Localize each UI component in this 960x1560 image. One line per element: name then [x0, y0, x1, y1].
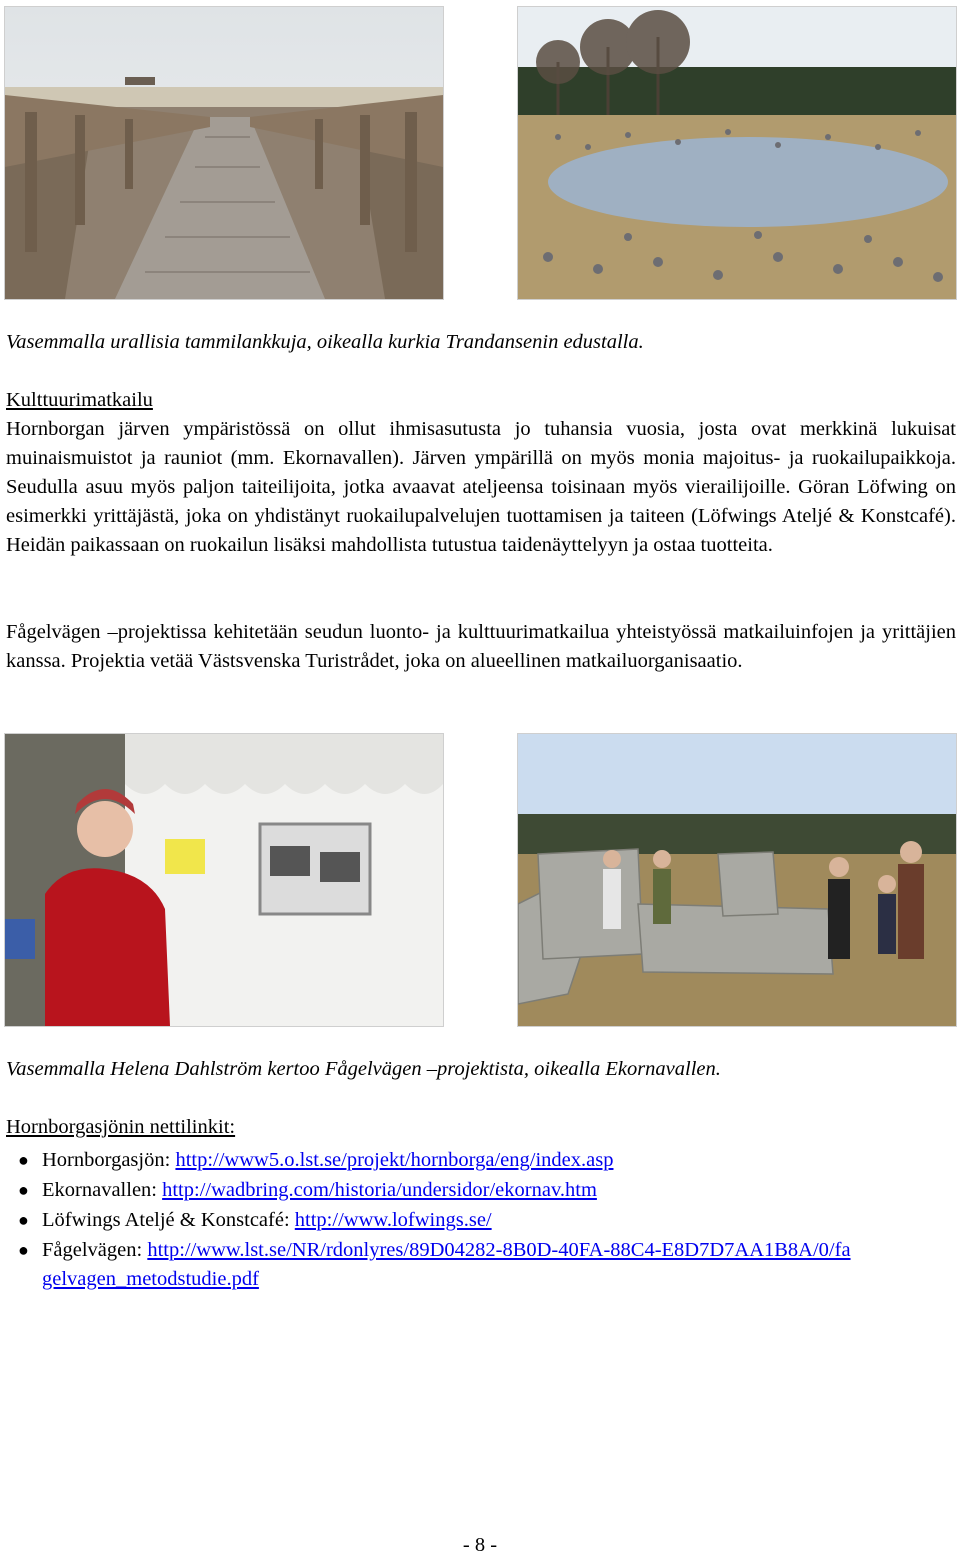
page-number: - 8 -: [462, 1534, 498, 1556]
link-label: Fågelvägen:: [42, 1239, 148, 1261]
bullet-icon: ●: [18, 1240, 29, 1260]
bullet-icon: ●: [18, 1210, 29, 1230]
list-item: [6, 1206, 956, 1235]
bullet-icon: ●: [18, 1180, 29, 1200]
caption-bottom: Vasemmalla Helena Dahlström kertoo Fågelvägen –projektista, oikealla Ekornavallen.: [6, 1058, 721, 1080]
links-list: [6, 1146, 956, 1295]
link-label: Löfwings Ateljé & Konstcafé:: [42, 1209, 295, 1231]
boardwalk-photo: [4, 6, 444, 300]
link-lofwings[interactable]: http://www.lofwings.se/: [294, 1209, 492, 1231]
bullet-icon: ●: [18, 1150, 29, 1170]
link-label: Hornborgasjön:: [42, 1149, 176, 1171]
list-item: [6, 1176, 956, 1205]
cranes-photo: [517, 6, 957, 300]
link-fagelvagen[interactable]: http://www.lst.se/NR/rdonlyres/89D04282-8B0D-40FA-88C4-E8D7D7AA1B8A/0/fagelvagen_metodstudie.pdf: [42, 1239, 851, 1290]
stones-photo: [517, 733, 957, 1027]
section-heading: Kulttuurimatkailu: [6, 389, 153, 411]
presenter-photo: [4, 733, 444, 1027]
list-item: [6, 1236, 852, 1294]
paragraph-fagelvagen: Fågelvägen –projektissa kehitetään seudun luonto- ja kulttuurimatkailua yhteistyössä matkailuinfojen ja yrittäjien kanssa. Projektia vetää Västsvenska Turistrådet, joka on alueellinen matkailuorganisaatio.: [6, 621, 956, 672]
caption-top: Vasemmalla urallisia tammilankkuja, oikealla kurkia Trandansenin edustalla.: [6, 331, 644, 353]
link-ekornavallen[interactable]: http://wadbring.com/historia/undersidor/ekornav.htm: [162, 1179, 597, 1201]
paragraph-culture: Hornborgan järven ympäristössä on ollut ihmisasutusta jo tuhansia vuosia, josta ovat merkkinä lukuisat muinaismuistot ja rauniot (mm. Ekornavallen). Järven ympärillä on myös monia majoitus- ja ruokailupaikkoja. Seudulla asuu myös paljon taiteilijoita, jotka avaavat ateljeensa toisinaan myös vierailijoille. Göran Löfwing on esimerkki yrittäjästä, joka on yhdistänyt ruokailupalvelujen tuottamisen ja taiteen (Löfwings Ateljé & Konstcafé). Heidän paikassaan on ruokailun lisäksi mahdollista tutustua taidenäyttelyyn ja ostaa tuotteita.: [6, 418, 956, 556]
link-label: Ekornavallen:: [42, 1179, 163, 1201]
link-hornborgasjon[interactable]: http://www5.o.lst.se/projekt/hornborga/eng/index.asp: [175, 1149, 614, 1171]
list-item: [6, 1146, 956, 1175]
links-heading: Hornborgasjönin nettilinkit:: [6, 1116, 236, 1138]
